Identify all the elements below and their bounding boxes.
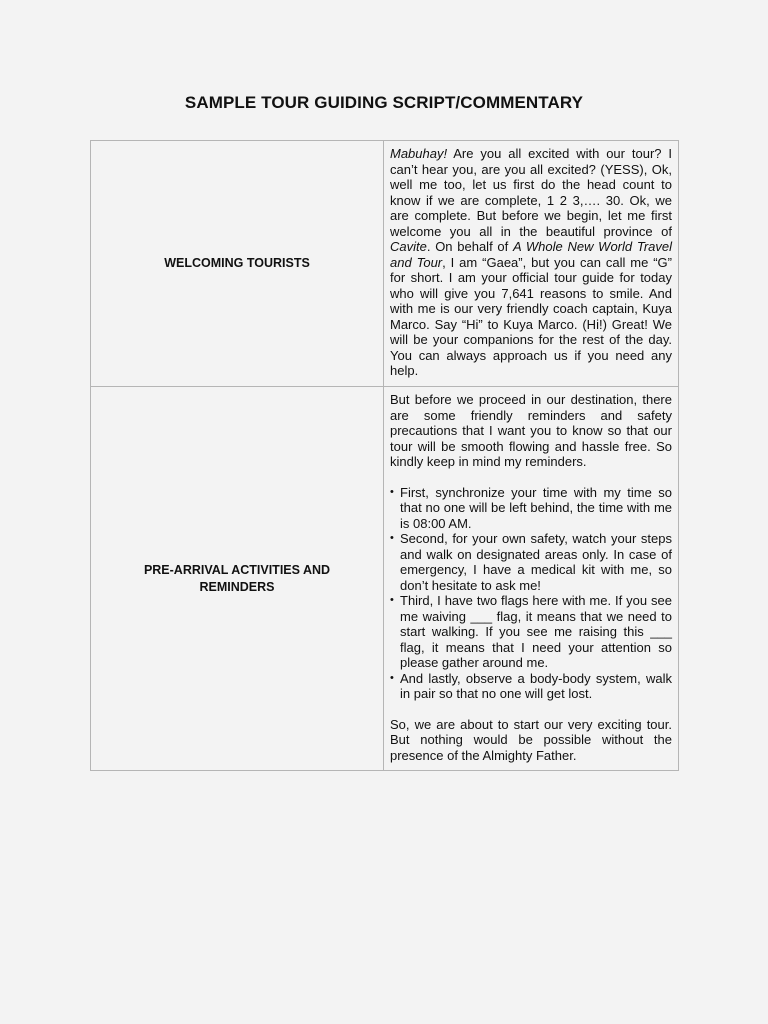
list-item: • Third, I have two flags here with me. If you see me waiving ___ flag, it means that we need to start walking. If you see me raising this ___ flag, it means that I need your attention so please gather around me. xyxy=(390,593,672,671)
text-segment: A Whole New World Travel and Tour xyxy=(390,239,672,270)
table-row xyxy=(91,387,679,771)
text-segment: Cavite xyxy=(390,239,427,254)
text-segment: . On behalf of xyxy=(426,239,513,254)
welcome-text xyxy=(384,141,678,384)
closing-paragraph: So, we are about to start our very exciting tour. But nothing would be possible without the presence of the Almighty Father. xyxy=(390,716,672,763)
row-label: PRE-ARRIVAL ACTIVITIES AND REMINDERS xyxy=(143,562,331,594)
list-item: • Second, for your own safety, watch your steps and walk on designated areas only. In case of emergency, I have a medical kit with me, so don’t hesitate to ask me! xyxy=(390,531,672,593)
table-row xyxy=(91,141,679,387)
reminders-text xyxy=(384,387,678,768)
text-segment: Are you all excited with our tour? I can’t hear you, are you all excited? (YESS), Ok, well me too, let us first do the head count to know if we are complete, 1 2 3,…. 30. Ok, we are complete. But before we begin, let me first welcome you all in the beautiful province of xyxy=(390,146,672,239)
row-content-cell xyxy=(384,141,679,387)
text-segment: , I am “Gaea”, but you can call me “G” for short. I am your official tour guide for today who will give you 7,641 reasons to smile. And with me is our very friendly coach captain, Kuya Marco. Say “Hi” to Kuya Marco. (Hi!) Great! We will be your companions for the rest of the day. You can always approach us if you need any help. xyxy=(390,254,672,378)
list-item: • First, synchronize your time with my time so that no one will be left behind, the time with me is 08:00 AM. xyxy=(390,485,672,532)
intro-paragraph: But before we proceed in our destination, there are some friendly reminders and safety precautions that I want you to know so that our tour will be smooth flowing and hassle free. So kindly keep in mind my reminders. xyxy=(390,392,672,469)
row-label: WELCOMING TOURISTS xyxy=(164,256,310,270)
list-item: • And lastly, observe a body-body system, walk in pair so that no one will get lost. xyxy=(390,671,672,702)
page-title: SAMPLE TOUR GUIDING SCRIPT/COMMENTARY xyxy=(184,93,584,112)
reminders-list xyxy=(390,485,672,702)
row-content-cell xyxy=(384,387,679,771)
text-segment: Mabuhay! xyxy=(390,146,448,161)
row-label-cell xyxy=(91,387,384,771)
row-label-cell xyxy=(91,141,384,387)
script-table xyxy=(90,140,679,771)
welcome-paragraph xyxy=(390,146,672,379)
